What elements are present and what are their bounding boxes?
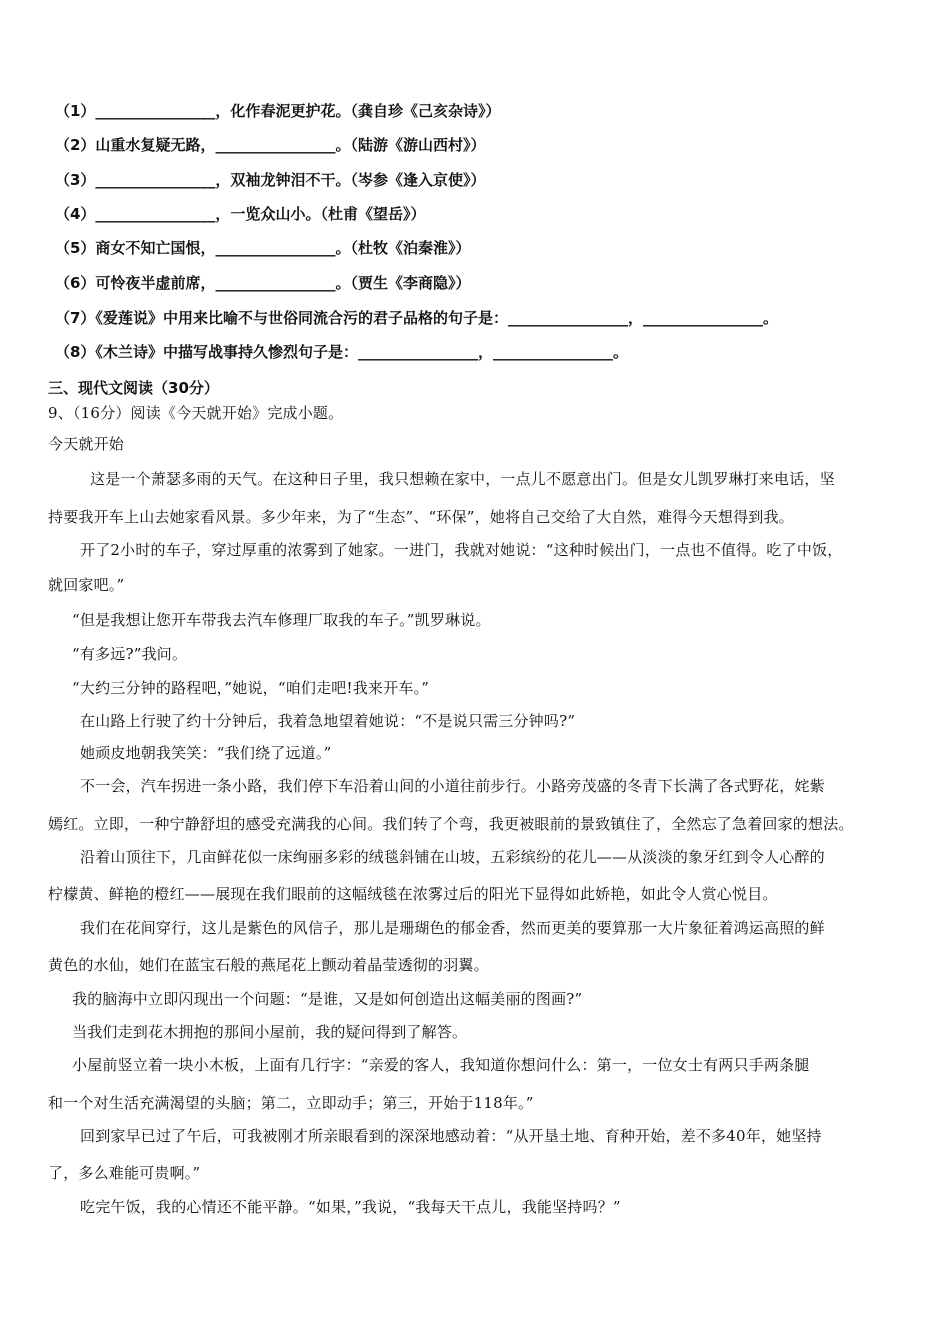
- fill-question-2: （2）山重水复疑无路，________________。（陆游《游山西村》）: [55, 136, 486, 154]
- article-line: 回到家早已过了午后，可我被刚才所亲眼看到的深深地感动着：“从开垦土地、育种开始，差不多40年，她坚持: [80, 1127, 822, 1145]
- article-line: 这是一个萧瑟多雨的天气。在这种日子里，我只想赖在家中，一点儿不愿意出门。但是女儿凯罗琳打来电话，坚: [90, 470, 835, 488]
- article-line: 小屋前竖立着一块小木板，上面有几行字：“亲爱的客人，我知道你想问什么：第一，一位女士有两只手两条腿: [72, 1056, 810, 1074]
- article-line: “大约三分钟的路程吧，”她说，“咱们走吧!我来开车。”: [72, 679, 430, 697]
- fill-question-4: （4）________________，一览众山小。（杜甫《望岳》）: [55, 205, 426, 223]
- article-line: 她顽皮地朝我笑笑：“我们绕了远道。”: [80, 744, 332, 762]
- article-line: 了，多么难能可贵啊。”: [48, 1164, 201, 1182]
- article-line: “有多远?”我问。: [72, 645, 188, 663]
- article-line: 和一个对生活充满渴望的头脑；第二，立即动手；第三，开始于118年。”: [48, 1094, 534, 1112]
- article-title: 今天就开始: [48, 435, 125, 453]
- article-line: 持要我开车上山去她家看风景。多少年来，为了“生态”、“环保”，她将自己交给了大自然，难得今天想得到我。: [48, 508, 794, 526]
- section-title: 三、现代文阅读（30分）: [48, 379, 219, 397]
- fill-question-7: （7）《爱莲说》中用来比喻不与世俗同流合污的君子品格的句子是：________________，________________。: [55, 309, 778, 327]
- article-line: 开了2小时的车子，穿过厚重的浓雾到了她家。一进门，我就对她说：“这种时候出门，一点也不值得。吃了中饭，: [80, 541, 843, 559]
- article-line: 吃完午饭，我的心情还不能平静。“如果，”我说，“我每天干点儿，我能坚持吗？”: [80, 1198, 621, 1216]
- article-line: 黄色的水仙，她们在蓝宝石般的燕尾花上颤动着晶莹透彻的羽翼。: [48, 956, 489, 974]
- article-line: 嫣红。立即，一种宁静舒坦的感受充满我的心间。我们转了个弯，我更被眼前的景致镇住了，全然忘了急着回家的想法。: [48, 815, 854, 833]
- question-intro: 9、（16分）阅读《今天就开始》完成小题。: [48, 404, 344, 422]
- article-line: 我的脑海中立即闪现出一个问题：“是谁，又是如何创造出这幅美丽的图画?”: [72, 990, 583, 1008]
- fill-question-8: （8）《木兰诗》中描写战事持久惨烈句子是：________________，________________。: [55, 343, 628, 361]
- article-line: 沿着山顶往下，几亩鲜花似一床绚丽多彩的绒毯斜铺在山坡，五彩缤纷的花儿——从淡淡的象牙红到令人心醉的: [80, 848, 825, 866]
- article-line: 就回家吧。”: [48, 576, 125, 594]
- article-line: 不一会，汽车拐进一条小路，我们停下车沿着山间的小道往前步行。小路旁茂盛的冬青下长满了各式野花，姹紫: [80, 777, 825, 795]
- article-line: 我们在花间穿行，这儿是紫色的风信子，那儿是珊瑚色的郁金香，然而更美的要算那一大片象征着鸿运高照的鲜: [80, 919, 825, 937]
- article-line: 在山路上行驶了约十分钟后，我着急地望着她说：“不是说只需三分钟吗?”: [80, 712, 576, 730]
- article-line: “但是我想让您开车带我去汽车修理厂取我的车子。”凯罗琳说。: [72, 611, 491, 629]
- article-line: 柠檬黄、鲜艳的橙红——展现在我们眼前的这幅绒毯在浓雾过后的阳光下显得如此娇艳，如此令人赏心悦目。: [48, 885, 778, 903]
- fill-question-3: （3）________________，双袖龙钟泪不干。（岑参《逢入京使》）: [55, 171, 486, 189]
- fill-question-5: （5）商女不知亡国恨，________________。（杜牧《泊秦淮》）: [55, 239, 471, 257]
- fill-question-1: （1）________________，化作春泥更护花。（龚自珍《己亥杂诗》）: [55, 102, 501, 120]
- article-line: 当我们走到花木拥抱的那间小屋前，我的疑问得到了解答。: [72, 1023, 468, 1041]
- fill-question-6: （6）可怜夜半虚前席，________________。（贾生《李商隐》）: [55, 274, 471, 292]
